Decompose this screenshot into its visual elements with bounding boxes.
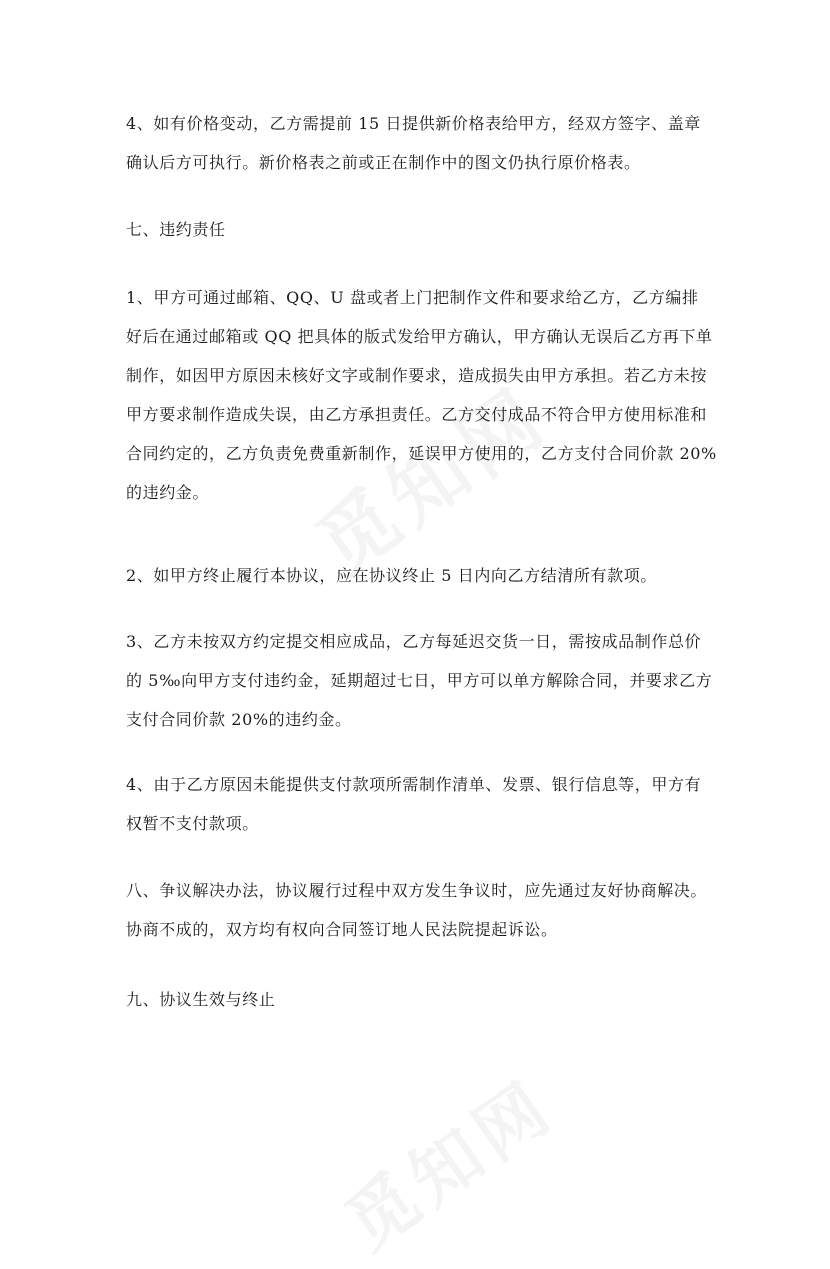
text-line: 合同约定的，乙方负责免费重新制作，延误甲方使用的，乙方支付合同价款 20% — [126, 444, 717, 463]
text-line: 3、乙方未按双方约定提交相应成品，乙方每延迟交货一日，需按成品制作总价 — [126, 632, 702, 651]
section-dispute-resolution — [126, 871, 716, 949]
text-line: 好后在通过邮箱或 QQ 把具体的版式发给甲方确认，甲方确认无误后乙方再下单 — [126, 327, 713, 346]
text-line: 4、如有价格变动，乙方需提前 15 日提供新价格表给甲方，经双方签字、盖章 — [126, 114, 701, 133]
clause-breach-1 — [126, 278, 716, 512]
text-line: 2、如甲方终止履行本协议，应在协议终止 5 日内向乙方结清所有款项。 — [126, 566, 657, 585]
clause-price-change — [126, 104, 716, 182]
watermark-bottom — [322, 1052, 572, 1269]
text-line: 的违约金。 — [126, 483, 210, 502]
text-line: 协商不成的，双方均有权向合同签订地人民法院提起诉讼。 — [126, 920, 558, 939]
heading-text: 九、协议生效与终止 — [126, 990, 276, 1009]
clause-breach-3 — [126, 622, 716, 739]
section-heading-effect-termination — [126, 980, 716, 1019]
section-heading-breach — [126, 210, 716, 249]
clause-breach-2 — [126, 556, 716, 595]
clause-breach-4 — [126, 765, 716, 843]
heading-text: 七、违约责任 — [126, 220, 226, 239]
text-line: 制作，如因甲方原因未核好文字或制作要求，造成损失由甲方承担。若乙方未按 — [126, 366, 708, 385]
text-line: 甲方要求制作造成失误，由乙方承担责任。乙方交付成品不符合甲方使用标准和 — [126, 405, 708, 424]
text-line: 的 5‰向甲方支付违约金，延期超过七日，甲方可以单方解除合同，并要求乙方 — [126, 671, 713, 690]
text-line: 1、甲方可通过邮箱、QQ、U 盘或者上门把制作文件和要求给乙方，乙方编排 — [126, 288, 699, 307]
text-line: 确认后方可执行。新价格表之前或正在制作中的图文仍执行原价格表。 — [126, 153, 641, 172]
text-line: 4、由于乙方原因未能提供支付款项所需制作清单、发票、银行信息等，甲方有 — [126, 775, 702, 794]
text-line: 权暂不支付款项。 — [126, 814, 259, 833]
text-line: 八、争议解决办法，协议履行过程中双方发生争议时，应先通过友好协商解决。 — [126, 881, 708, 900]
text-line: 支付合同价款 20%的违约金。 — [126, 710, 352, 729]
